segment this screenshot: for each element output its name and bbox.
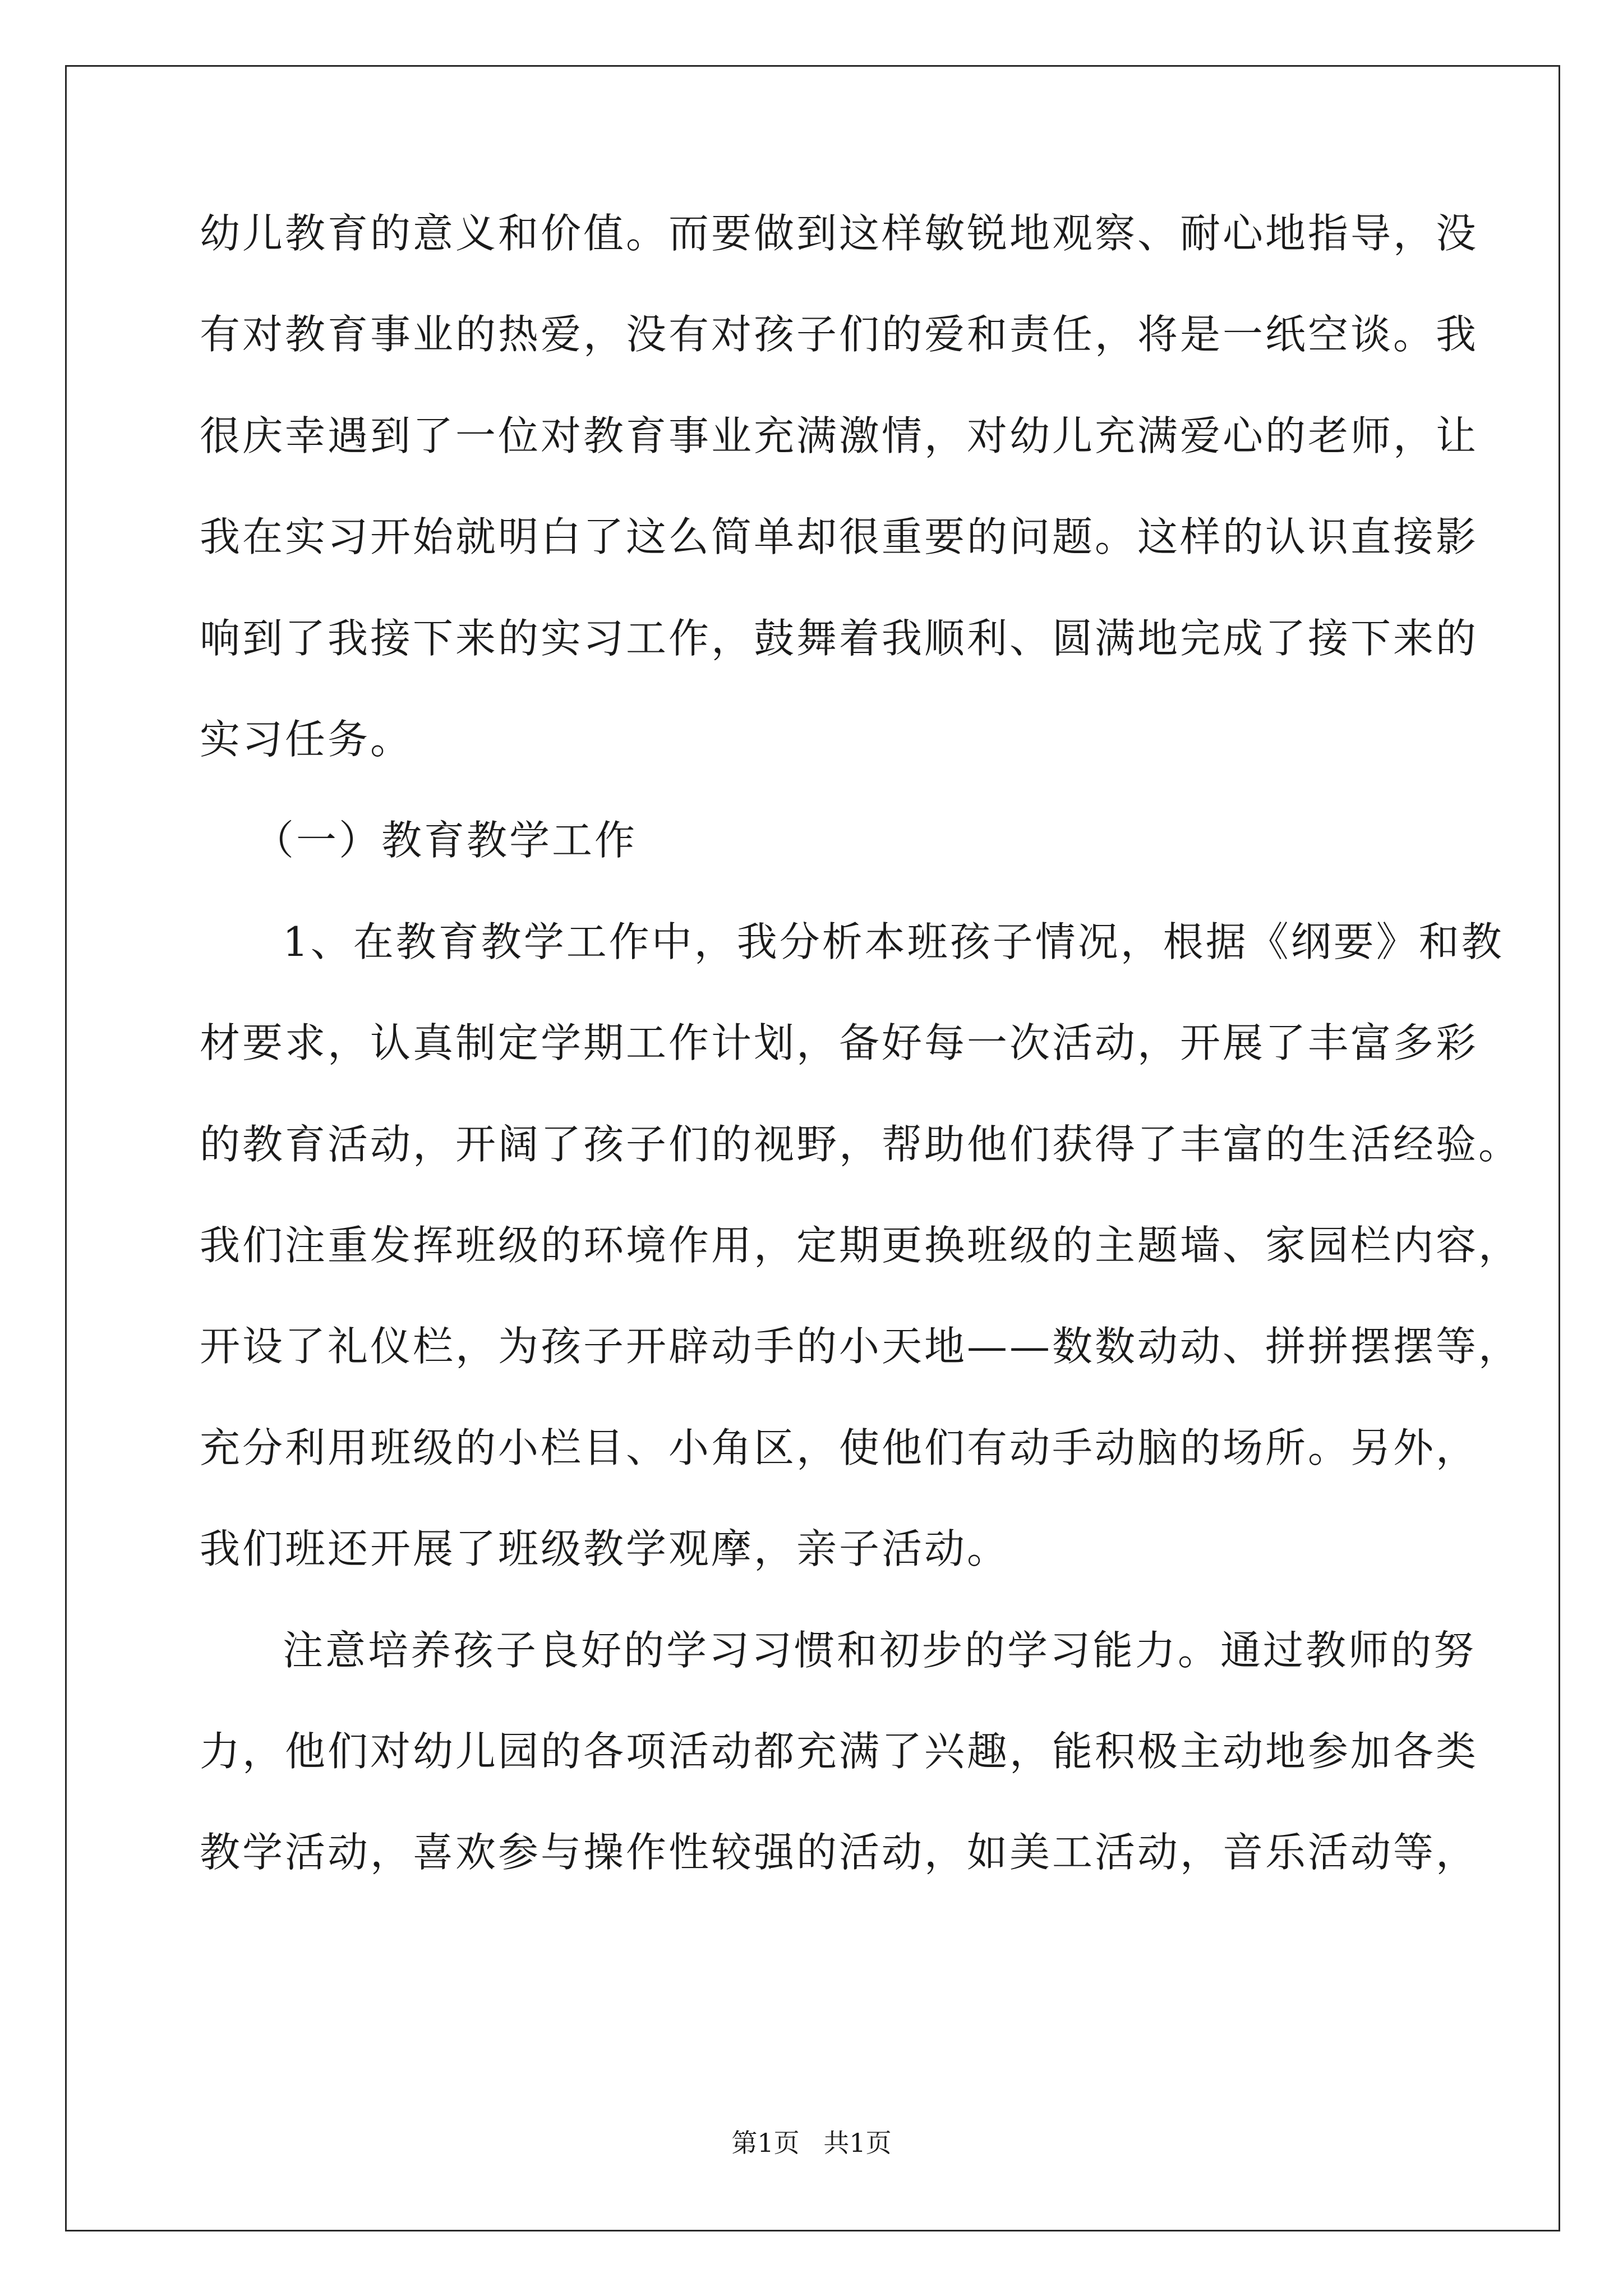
text-line: 的教育活动，开阔了孩子们的视野，帮助他们获得了丰富的生活经验。 <box>200 1121 1521 1168</box>
text-line: 教学活动，喜欢参与操作性较强的活动，如美工活动，音乐活动等， <box>200 1829 1479 1876</box>
text-line: 幼儿教育的意义和价值。而要做到这样敏锐地观察、耐心地指导，没 <box>200 210 1479 257</box>
page-number: 第1页 <box>731 2128 800 2158</box>
text-line: 开设了礼仪栏，为孩子开辟动手的小天地——数数动动、拼拼摆摆等， <box>200 1323 1521 1370</box>
text-line: 1、在教育教学工作中，我分析本班孩子情况，根据《纲要》和教 <box>283 918 1504 965</box>
page-total: 共1页 <box>823 2128 892 2158</box>
text-line: 充分利用班级的小栏目、小角区，使他们有动手动脑的场所。另外， <box>200 1424 1479 1471</box>
text-line: 有对教育事业的热爱，没有对孩子们的爱和责任，将是一纸空谈。我 <box>200 311 1479 358</box>
text-line: 注意培养孩子良好的学习习惯和初步的学习能力。通过教师的努 <box>283 1627 1477 1674</box>
text-line: 很庆幸遇到了一位对教育事业充满激情，对幼儿充满爱心的老师，让 <box>200 412 1479 459</box>
text-line: 我们班还开展了班级教学观摩，亲子活动。 <box>200 1525 1010 1572</box>
text-line: 响到了我接下来的实习工作，鼓舞着我顺利、圆满地完成了接下来的 <box>200 615 1479 662</box>
text-line: 材要求，认真制定学期工作计划，备好每一次活动，开展了丰富多彩 <box>200 1019 1479 1066</box>
text-line: 我在实习开始就明白了这么简单却很重要的问题。这样的认识直接影 <box>200 513 1479 560</box>
text-line: 力，他们对幼儿园的各项活动都充满了兴趣，能积极主动地参加各类 <box>200 1728 1479 1775</box>
text-line: 我们注重发挥班级的环境作用，定期更换班级的主题墙、家园栏内容， <box>200 1222 1521 1269</box>
page-footer <box>0 2126 1623 2160</box>
text-line: 实习任务。 <box>200 716 413 763</box>
section-heading: （一）教育教学工作 <box>253 817 638 864</box>
